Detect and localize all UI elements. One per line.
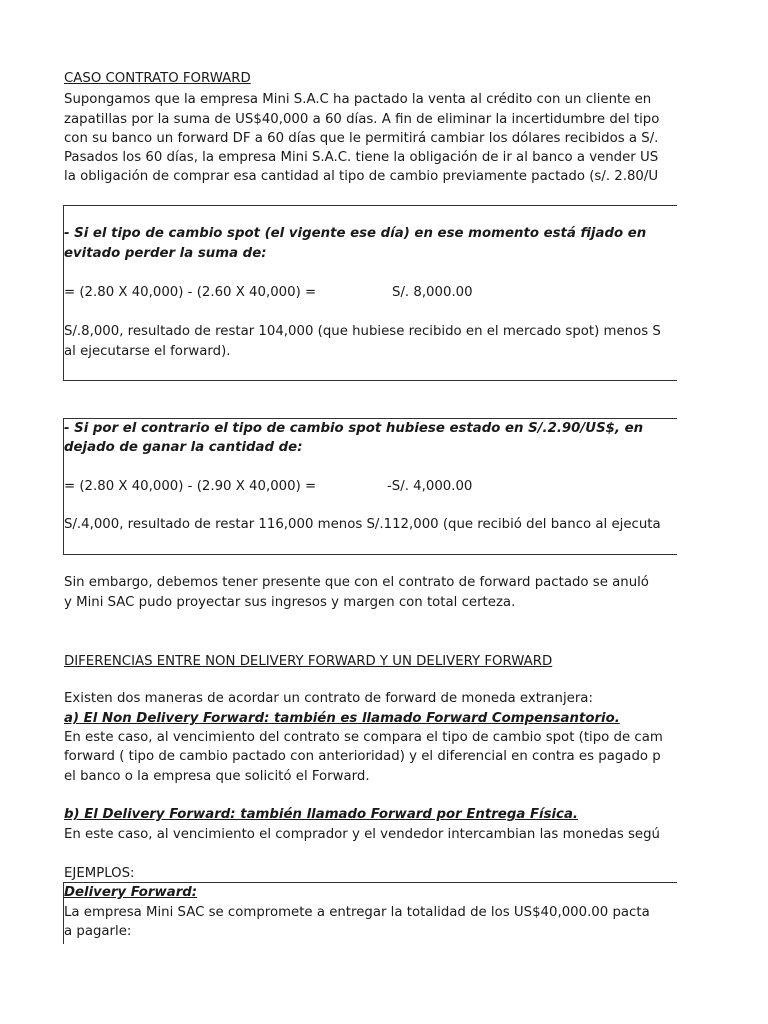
box2-explanation: S/.4,000, resultado de restar 116,000 menos S/.112,000 (que recibió del banco al ejecuta [64, 517, 661, 532]
delivery-example-title: Delivery Forward: [64, 885, 198, 900]
page-edge-clip [677, 0, 768, 1024]
section2-intro: Existen dos maneras de acordar un contrato de forward de moneda extranjera: [64, 691, 593, 706]
box1-explanation: al ejecutarse el forward). [64, 344, 231, 359]
paragraph-line: Supongamos que la empresa Mini S.A.C ha pactado la venta al crédito con un cliente en [64, 92, 652, 107]
non-delivery-line: forward ( tipo de cambio pactado con anterioridad) y el diferencial en contra es pagado p [64, 749, 661, 764]
delivery-line: En este caso, al vencimiento el comprador y el vendedor intercambian las monedas segú [64, 827, 660, 842]
section-title-diferencias: DIFERENCIAS ENTRE NON DELIVERY FORWARD Y UN DELIVERY FORWARD [64, 654, 553, 669]
box1-heading: - Si el tipo de cambio spot (el vigente ese día) en ese momento está fijado en [64, 226, 647, 241]
paragraph-line: zapatillas por la suma de US$40,000 a 60 días. A fin de eliminar la incertidumbre del tipo [64, 112, 660, 127]
box1-result: S/. 8,000.00 [392, 285, 473, 300]
delivery-example-line: La empresa Mini SAC se compromete a entregar la totalidad de los US$40,000.00 pacta [64, 905, 650, 920]
box1-formula: = (2.80 X 40,000) - (2.60 X 40,000) = [64, 285, 317, 300]
conclusion-line: y Mini SAC pudo proyectar sus ingresos y margen con total certeza. [64, 595, 516, 610]
box2-heading: - Si por el contrario el tipo de cambio spot hubiese estado en S/.2.90/US$, en [64, 421, 644, 436]
paragraph-line: Pasados los 60 días, la empresa Mini S.A.C. tiene la obligación de ir al banco a vender US [64, 150, 659, 165]
box2-result: -S/. 4,000.00 [387, 479, 473, 494]
non-delivery-line: el banco o la empresa que solicitó el Forward. [64, 769, 370, 784]
box1-heading: evitado perder la suma de: [64, 246, 267, 261]
section-title-caso-forward: CASO CONTRATO FORWARD [64, 71, 251, 86]
non-delivery-title: a) El Non Delivery Forward: también es llamado Forward Compensantorio. [64, 711, 620, 726]
delivery-example-line: a pagarle: [64, 924, 132, 939]
box2-formula: = (2.80 X 40,000) - (2.90 X 40,000) = [64, 479, 317, 494]
box2-heading: dejado de ganar la cantidad de: [64, 440, 303, 455]
paragraph-line: la obligación de comprar esa cantidad al tipo de cambio previamente pactado (s/. 2.80/U [64, 169, 659, 184]
paragraph-line: con su banco un forward DF a 60 días que le permitirá cambiar los dólares recibidos a S/. [64, 131, 659, 146]
delivery-title: b) El Delivery Forward: también llamado Forward por Entrega Física. [64, 807, 578, 822]
non-delivery-line: En este caso, al vencimiento del contrato se compara el tipo de cambio spot (tipo de cam [64, 730, 663, 745]
examples-label: EJEMPLOS: [64, 866, 135, 881]
box1-explanation: S/.8,000, resultado de restar 104,000 (que hubiese recibido en el mercado spot) menos S [64, 324, 661, 339]
conclusion-line: Sin embargo, debemos tener presente que con el contrato de forward pactado se anuló [64, 575, 649, 590]
